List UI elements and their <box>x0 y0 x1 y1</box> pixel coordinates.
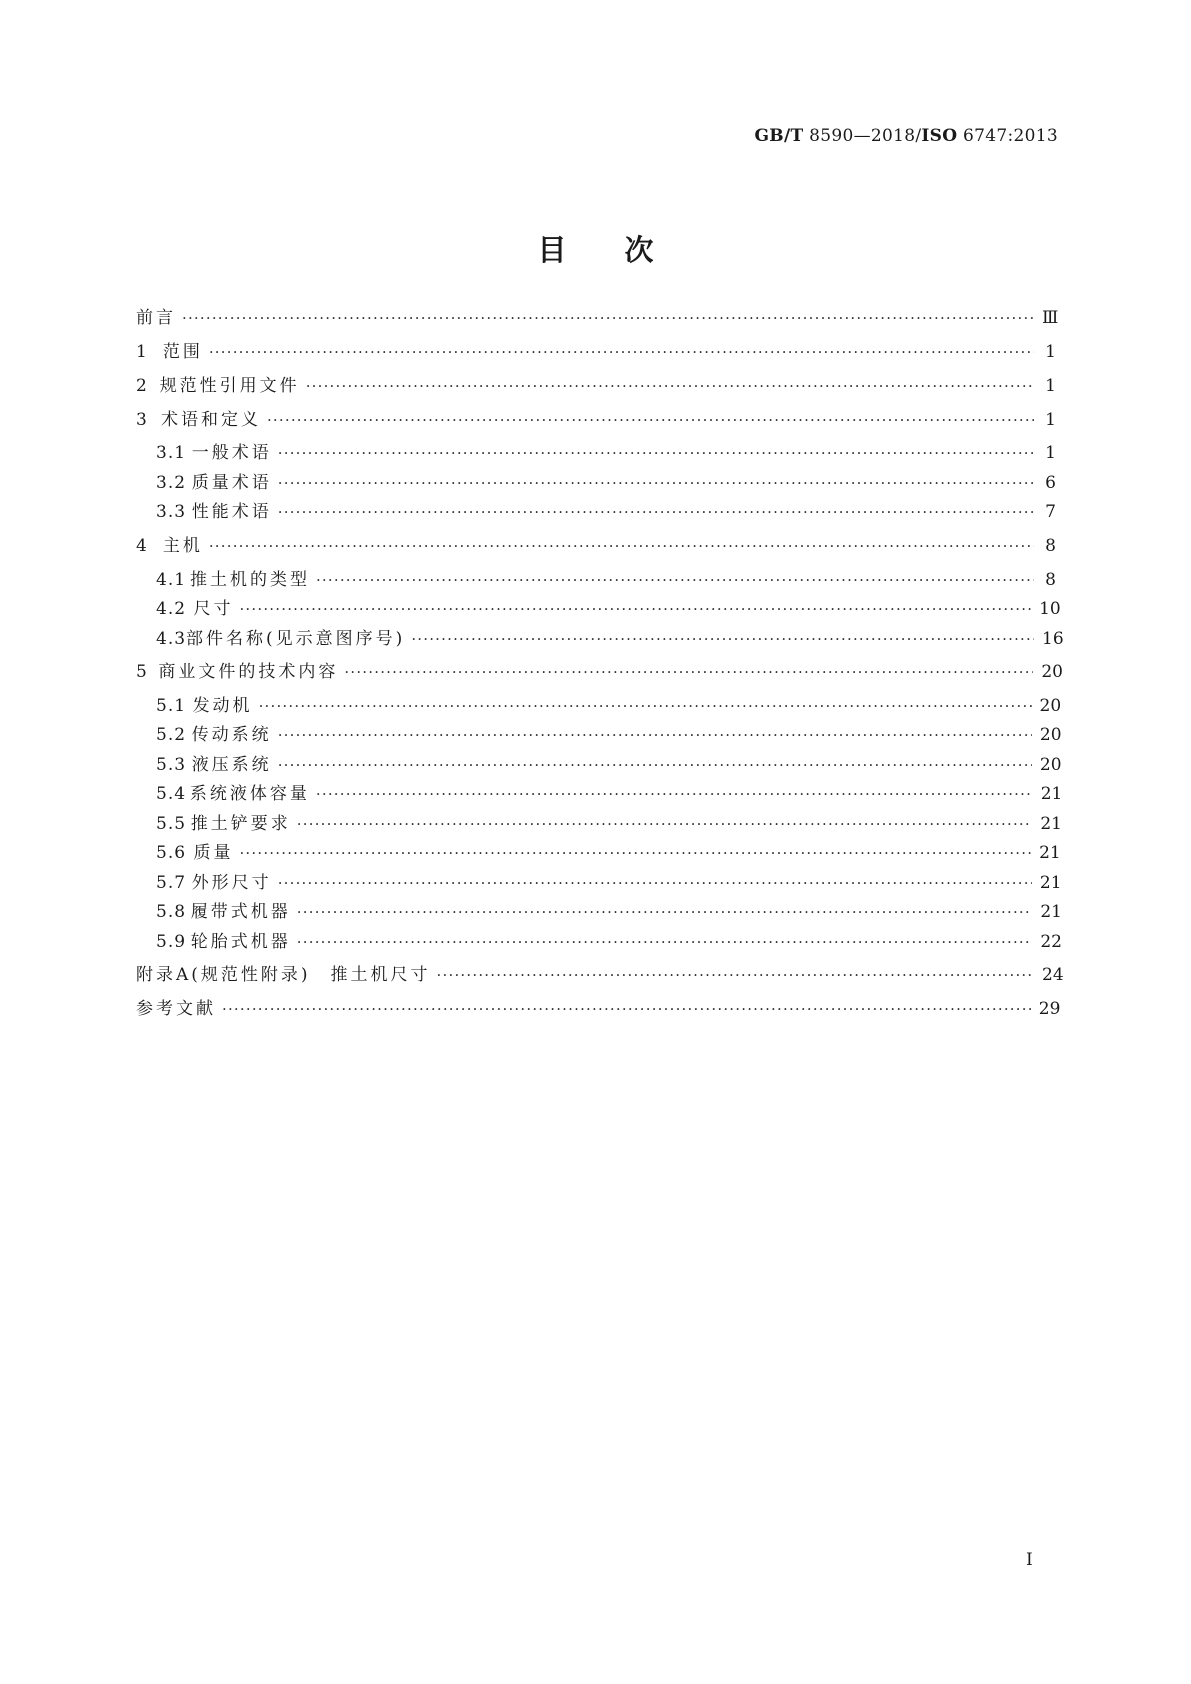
toc-entry-page: 20 <box>1039 696 1062 716</box>
toc-entry-number: 1 <box>136 342 148 362</box>
toc-entry-page: 21 <box>1039 873 1062 893</box>
toc-entry-number: 3.3 <box>156 502 187 522</box>
toc-entry-bibliography[interactable] <box>136 997 1061 1021</box>
toc-entry-number: 4 <box>136 536 148 556</box>
toc-entry-label: 商业文件的技术内容 <box>158 662 339 682</box>
toc-entry-label: 质量术语 <box>191 473 272 493</box>
toc-entry-label: 一般术语 <box>191 443 272 463</box>
toc-dot-leader <box>297 812 1033 836</box>
toc-entry-3-1[interactable] <box>156 441 1056 465</box>
toc-dot-leader <box>297 930 1033 954</box>
toc-dot-leader <box>209 534 1034 558</box>
toc-dot-leader <box>297 900 1033 924</box>
toc-dot-leader <box>306 374 1034 398</box>
toc-entry-label: 履带式机器 <box>190 902 291 922</box>
toc-dot-leader <box>411 627 1034 651</box>
toc-entry-page: 7 <box>1045 502 1056 522</box>
toc-entry-label: 系统液体容量 <box>189 784 310 804</box>
toc-entry-label: 术语和定义 <box>160 410 261 430</box>
toc-entry-4-2[interactable] <box>156 597 1061 621</box>
toc-entry-3-3[interactable] <box>156 500 1056 524</box>
toc-entry-label: 推土铲要求 <box>190 814 291 834</box>
toc-entry-page: 6 <box>1045 473 1056 493</box>
standard-code-part-3: ISO <box>921 126 958 146</box>
toc-entry-5-7[interactable] <box>156 871 1062 895</box>
toc-dot-leader <box>182 306 1034 330</box>
toc-dot-leader <box>437 963 1034 987</box>
standard-code-part-4: 6747:2013 <box>957 126 1058 146</box>
toc-entry-page: Ⅲ <box>1042 308 1059 328</box>
toc-entry-label: 附录A(规范性附录) 推土机尺寸 <box>136 965 431 985</box>
toc-entry-label: 液压系统 <box>191 755 272 775</box>
toc-dot-leader <box>209 340 1034 364</box>
toc-entry-label: 尺寸 <box>193 599 234 619</box>
toc-entry-label: 外形尺寸 <box>191 873 272 893</box>
toc-entry-number: 5.9 <box>156 932 187 952</box>
toc-entry-number: 5.3 <box>156 755 187 775</box>
toc-entry-page: 21 <box>1040 902 1062 922</box>
toc-entry-5-8[interactable] <box>156 900 1062 924</box>
toc-entry-number: 4.1 <box>156 570 187 590</box>
toc-dot-leader <box>259 694 1032 718</box>
toc-entry-label: 发动机 <box>192 696 253 716</box>
toc-entry-page: 22 <box>1040 932 1062 952</box>
toc-entry-4[interactable] <box>136 534 1056 558</box>
toc-dot-leader <box>316 782 1033 806</box>
toc-entry-page: 21 <box>1039 843 1061 863</box>
toc-entry-5-4[interactable] <box>156 782 1063 806</box>
toc-entry-5-9[interactable] <box>156 930 1062 954</box>
toc-entry-label: 质量 <box>193 843 234 863</box>
toc-entry-number: 5.6 <box>156 843 187 863</box>
toc-entry-page: 20 <box>1039 755 1062 775</box>
toc-entry-page: 8 <box>1045 570 1056 590</box>
toc-entry-4-3[interactable] <box>156 627 1064 651</box>
toc-entry-page: 1 <box>1045 376 1056 396</box>
toc-entry-page: 1 <box>1045 342 1056 362</box>
page-number: Ⅰ <box>1026 1550 1033 1570</box>
toc-entry-page: 10 <box>1039 599 1061 619</box>
toc-entry-number: 5.4 <box>156 784 187 804</box>
toc-entry-number: 4.3 <box>156 629 187 649</box>
toc-entry-4-1[interactable] <box>156 568 1056 592</box>
toc-entry-number: 5.5 <box>156 814 187 834</box>
toc-entry-5-2[interactable] <box>156 723 1062 747</box>
toc-dot-leader <box>222 997 1031 1021</box>
toc-entry-page: 16 <box>1042 629 1064 649</box>
toc-entry-page: 20 <box>1041 662 1063 682</box>
toc-dot-leader <box>239 841 1031 865</box>
standard-code-part-1: GB/T <box>754 126 804 146</box>
toc-entry-page: 1 <box>1045 443 1056 463</box>
toc-dot-leader <box>278 871 1032 895</box>
toc-entry-page: 1 <box>1045 410 1056 430</box>
toc-dot-leader <box>239 597 1031 621</box>
toc-entry-number: 3 <box>136 410 148 430</box>
toc-dot-leader <box>278 500 1034 524</box>
toc-entry-label: 轮胎式机器 <box>190 932 291 952</box>
toc-dot-leader <box>278 753 1032 777</box>
toc-entry-number: 4.2 <box>156 599 187 619</box>
toc-entry-1[interactable] <box>136 340 1056 364</box>
toc-entry-number: 2 <box>136 376 148 396</box>
toc-entry-page: 8 <box>1045 536 1056 556</box>
toc-entry-label: 主机 <box>162 536 203 556</box>
toc-entry-label: 性能术语 <box>191 502 272 522</box>
toc-entry-2[interactable] <box>136 374 1056 398</box>
toc-entry-label: 传动系统 <box>191 725 272 745</box>
toc-entry-number: 5.7 <box>156 873 187 893</box>
toc-entry-number: 3.1 <box>156 443 187 463</box>
toc-dot-leader <box>267 408 1034 432</box>
toc-entry-label: 前言 <box>136 308 176 328</box>
toc-dot-leader <box>344 660 1033 684</box>
toc-entry-5-3[interactable] <box>156 753 1062 777</box>
toc-entry-5-5[interactable] <box>156 812 1062 836</box>
toc-entry-label: 部件名称(见示意图序号) <box>186 629 406 649</box>
toc-entry-page: 29 <box>1038 999 1061 1019</box>
toc-entry-page: 20 <box>1039 725 1062 745</box>
toc-entry-label: 参考文献 <box>136 999 216 1019</box>
toc-entry-annex-a[interactable] <box>136 963 1064 987</box>
toc-entry-number: 3.2 <box>156 473 187 493</box>
toc-entry-number: 5.2 <box>156 725 187 745</box>
toc-title: 目次 <box>537 233 712 267</box>
toc-entry-number: 5.8 <box>156 902 187 922</box>
toc-entry-number: 5.1 <box>156 696 187 716</box>
toc-entry-label: 范围 <box>162 342 203 362</box>
toc-entry-number: 5 <box>136 662 148 682</box>
toc-entry-3[interactable] <box>136 408 1056 432</box>
toc-entry-3-2[interactable] <box>156 471 1056 495</box>
toc-dot-leader <box>278 441 1034 465</box>
toc-entry-label: 规范性引用文件 <box>159 376 300 396</box>
toc-entry-5[interactable] <box>136 660 1063 684</box>
toc-entry-preface[interactable] <box>136 306 1059 330</box>
toc-entry-5-1[interactable] <box>156 694 1062 718</box>
toc-entry-page: 24 <box>1042 965 1064 985</box>
toc-entry-page: 21 <box>1040 814 1062 834</box>
toc-dot-leader <box>278 471 1034 495</box>
toc-dot-leader <box>278 723 1032 747</box>
toc-entry-5-6[interactable] <box>156 841 1061 865</box>
toc-entry-label: 推土机的类型 <box>189 570 310 590</box>
toc-dot-leader <box>316 568 1034 592</box>
standard-code-part-2: 8590—2018/ <box>803 126 922 146</box>
toc-entry-page: 21 <box>1040 784 1063 804</box>
